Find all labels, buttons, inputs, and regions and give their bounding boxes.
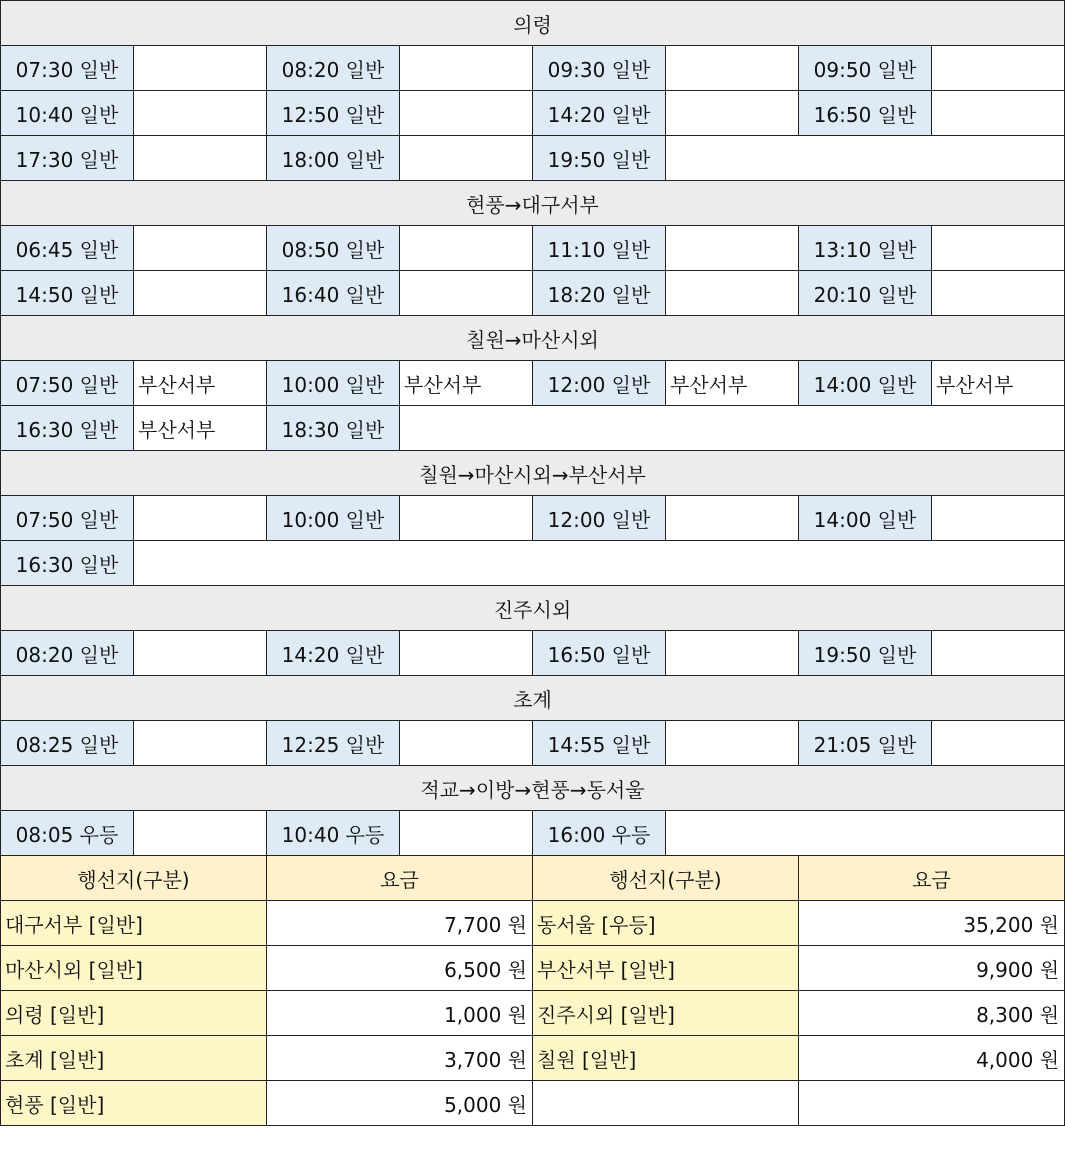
departure-note (134, 541, 1065, 586)
departure-time: 16:50 일반 (533, 631, 666, 676)
departure-time: 08:05 우등 (1, 811, 134, 856)
fare-empty-cell (799, 1081, 1065, 1126)
fare-column-header: 행선지(구분) (1, 856, 267, 901)
departure-note (400, 811, 533, 856)
departure-time: 07:30 일반 (1, 46, 134, 91)
departure-note (134, 631, 267, 676)
departure-time: 16:40 일반 (267, 271, 400, 316)
departure-note: 부산서부 (932, 361, 1065, 406)
departure-note (666, 136, 1065, 181)
fare-column-header: 요금 (267, 856, 533, 901)
fare-price: 7,700 원 (267, 901, 533, 946)
departure-note (400, 721, 533, 766)
departure-note (400, 631, 533, 676)
departure-row (1, 136, 1065, 181)
departure-time: 08:50 일반 (267, 226, 400, 271)
fare-price: 5,000 원 (267, 1081, 533, 1126)
departure-time: 12:50 일반 (267, 91, 400, 136)
departure-row (1, 541, 1065, 586)
departure-time: 16:30 일반 (1, 541, 134, 586)
fare-price: 9,900 원 (799, 946, 1065, 991)
fare-destination: 현풍 [일반] (1, 1081, 267, 1126)
departure-time: 17:30 일반 (1, 136, 134, 181)
fare-price: 3,700 원 (267, 1036, 533, 1081)
departure-note (932, 496, 1065, 541)
departure-time: 07:50 일반 (1, 496, 134, 541)
departure-note (666, 496, 799, 541)
departure-time: 12:00 일반 (533, 496, 666, 541)
departure-time: 08:20 일반 (267, 46, 400, 91)
route-title: 현풍→대구서부 (1, 181, 1065, 226)
route-header-row (1, 1, 1065, 46)
departure-time: 18:20 일반 (533, 271, 666, 316)
departure-note (666, 46, 799, 91)
fare-destination: 부산서부 [일반] (533, 946, 799, 991)
fare-destination: 마산시외 [일반] (1, 946, 267, 991)
departure-time: 18:30 일반 (267, 406, 400, 451)
departure-note (932, 46, 1065, 91)
departure-note (666, 811, 1065, 856)
fare-column-header: 요금 (799, 856, 1065, 901)
fare-destination: 의령 [일반] (1, 991, 267, 1036)
departure-row (1, 361, 1065, 406)
departure-time: 18:00 일반 (267, 136, 400, 181)
departure-time: 14:00 일반 (799, 361, 932, 406)
departure-note (932, 631, 1065, 676)
fare-destination: 대구서부 [일반] (1, 901, 267, 946)
route-title: 칠원→마산시외→부산서부 (1, 451, 1065, 496)
route-header-row (1, 451, 1065, 496)
departure-time: 12:25 일반 (267, 721, 400, 766)
departure-time: 09:30 일반 (533, 46, 666, 91)
departure-time: 08:20 일반 (1, 631, 134, 676)
departure-row (1, 91, 1065, 136)
route-header-row (1, 766, 1065, 811)
departure-row (1, 271, 1065, 316)
departure-note (134, 811, 267, 856)
departure-time: 14:00 일반 (799, 496, 932, 541)
departure-row (1, 226, 1065, 271)
fare-destination: 동서울 [우등] (533, 901, 799, 946)
fare-price: 8,300 원 (799, 991, 1065, 1036)
fare-price: 1,000 원 (267, 991, 533, 1036)
departure-time: 20:10 일반 (799, 271, 932, 316)
departure-time: 06:45 일반 (1, 226, 134, 271)
route-title: 적교→이방→현풍→동서울 (1, 766, 1065, 811)
fare-row (1, 1081, 1065, 1126)
departure-note (666, 91, 799, 136)
departure-row (1, 406, 1065, 451)
departure-row (1, 46, 1065, 91)
fare-price: 4,000 원 (799, 1036, 1065, 1081)
departure-note (666, 631, 799, 676)
fare-row (1, 991, 1065, 1036)
departure-note (134, 721, 267, 766)
departure-time: 16:30 일반 (1, 406, 134, 451)
departure-note (400, 46, 533, 91)
route-header-row (1, 676, 1065, 721)
fare-row (1, 946, 1065, 991)
departure-time: 11:10 일반 (533, 226, 666, 271)
departure-note: 부산서부 (666, 361, 799, 406)
departure-note (134, 136, 267, 181)
departure-time: 16:00 우등 (533, 811, 666, 856)
departure-note (666, 721, 799, 766)
departure-note (400, 91, 533, 136)
departure-note (400, 406, 1065, 451)
departure-time: 10:00 일반 (267, 361, 400, 406)
departure-note: 부산서부 (134, 361, 267, 406)
fare-destination: 칠원 [일반] (533, 1036, 799, 1081)
departure-time: 14:20 일반 (267, 631, 400, 676)
departure-time: 12:00 일반 (533, 361, 666, 406)
departure-note (932, 721, 1065, 766)
departure-time: 14:20 일반 (533, 91, 666, 136)
departure-note (134, 46, 267, 91)
departure-note (134, 226, 267, 271)
departure-time: 14:50 일반 (1, 271, 134, 316)
departure-time: 19:50 일반 (799, 631, 932, 676)
departure-note (932, 271, 1065, 316)
route-title: 초계 (1, 676, 1065, 721)
departure-note (666, 271, 799, 316)
departure-time: 10:00 일반 (267, 496, 400, 541)
departure-note (932, 226, 1065, 271)
departure-note (666, 226, 799, 271)
fare-row (1, 901, 1065, 946)
departure-note: 부산서부 (400, 361, 533, 406)
departure-time: 19:50 일반 (533, 136, 666, 181)
route-title: 칠원→마산시외 (1, 316, 1065, 361)
departure-time: 10:40 우등 (267, 811, 400, 856)
departure-note (134, 271, 267, 316)
departure-note: 부산서부 (134, 406, 267, 451)
departure-note (400, 226, 533, 271)
departure-time: 07:50 일반 (1, 361, 134, 406)
departure-time: 21:05 일반 (799, 721, 932, 766)
fare-empty-cell (533, 1081, 799, 1126)
departure-note (400, 496, 533, 541)
route-title: 의령 (1, 1, 1065, 46)
timetable-body (1, 1, 1065, 1126)
fare-destination: 초계 [일반] (1, 1036, 267, 1081)
departure-row (1, 721, 1065, 766)
route-header-row (1, 586, 1065, 631)
departure-time: 09:50 일반 (799, 46, 932, 91)
route-header-row (1, 181, 1065, 226)
departure-time: 13:10 일반 (799, 226, 932, 271)
departure-note (400, 136, 533, 181)
fare-price: 6,500 원 (267, 946, 533, 991)
departure-note (134, 496, 267, 541)
departure-time: 10:40 일반 (1, 91, 134, 136)
departure-time: 14:55 일반 (533, 721, 666, 766)
fare-column-header: 행선지(구분) (533, 856, 799, 901)
departure-row (1, 631, 1065, 676)
route-header-row (1, 316, 1065, 361)
departure-note (932, 91, 1065, 136)
departure-time: 16:50 일반 (799, 91, 932, 136)
departure-row (1, 811, 1065, 856)
departure-row (1, 496, 1065, 541)
fare-header-row (1, 856, 1065, 901)
fare-destination: 진주시외 [일반] (533, 991, 799, 1036)
fare-row (1, 1036, 1065, 1081)
departure-note (400, 271, 533, 316)
departure-time: 08:25 일반 (1, 721, 134, 766)
route-title: 진주시외 (1, 586, 1065, 631)
departure-note (134, 91, 267, 136)
fare-price: 35,200 원 (799, 901, 1065, 946)
